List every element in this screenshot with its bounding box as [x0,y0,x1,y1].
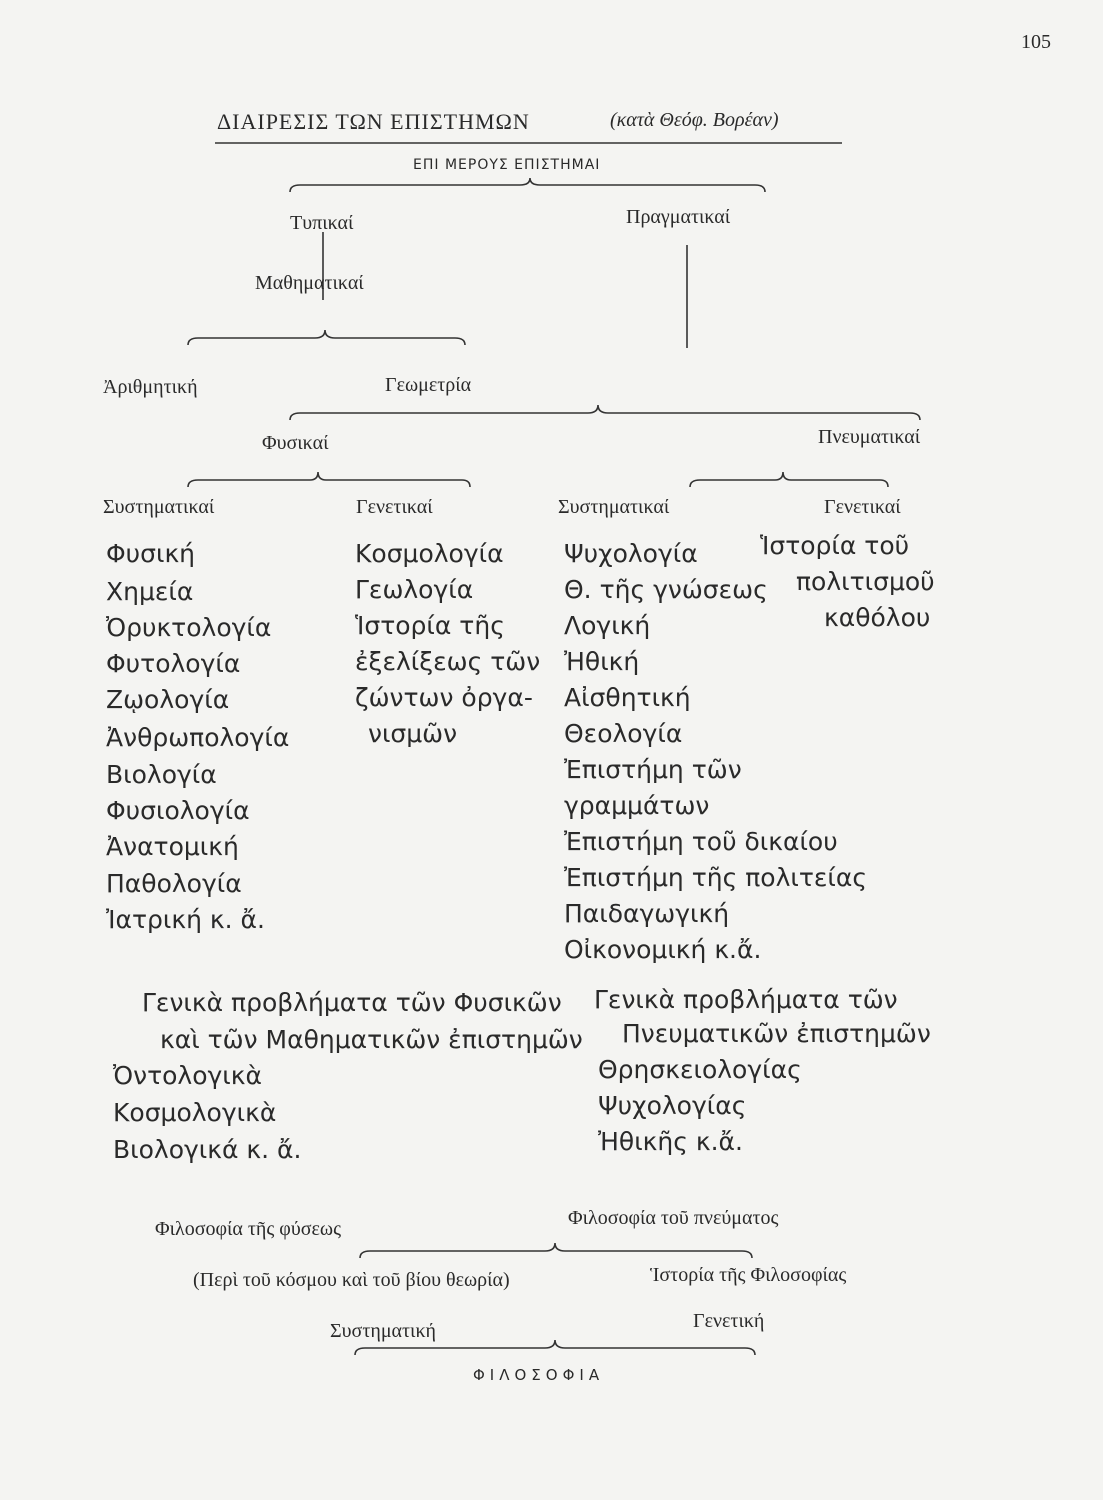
node-geometria: Γεωμετρία [385,374,472,396]
node-genetikai-left: Γενετικαί [356,496,433,518]
list-item: Ἐπιστήμη τοῦ δικαίου [564,827,838,856]
list-item: Χημεία [106,577,194,606]
list-item: πολιτισμοῦ [796,567,935,596]
list-item: Κοσμολογικὰ [113,1098,277,1127]
philosophy-nature: Φιλοσοφία τῆς φύσεως [155,1218,342,1240]
list-item: Ἀνατομική [106,832,239,861]
node-pnevmatikai: Πνευματικαί [818,426,921,448]
list-item: Θρησκειολογίας [598,1055,802,1084]
list-item: Γεωλογία [355,575,474,604]
general-right-heading-2: Πνευματικῶν ἐπιστημῶν [622,1019,931,1048]
list-item: Ὀντολογικὰ [113,1061,262,1090]
general-left-heading-2: καὶ τῶν Μαθηματικῶν ἐπιστημῶν [160,1025,583,1054]
list-item: Ἐπιστήμη τῆς πολιτείας [564,863,868,892]
list-item: γραμμάτων [564,791,710,820]
list-item: Παιδαγωγική [564,899,730,928]
node-pragmatikai: Πραγματικαί [626,206,731,228]
list-item: νισμῶν [368,719,458,748]
list-item: Ἀνθρωπολογία [106,723,290,752]
list-item: Παθολογία [106,869,242,898]
page-number: 105 [1021,31,1051,53]
section-header: ΕΠΙ ΜΕΡΟΥΣ ΕΠΙΣΤΗΜΑΙ [413,157,601,173]
genetiki-label: Γενετική [693,1310,765,1332]
list-item: καθόλου [824,603,931,632]
list-item: Ζῳολογία [106,685,230,714]
list-item: Ἠθική [564,647,640,676]
list-item: Ψυχολογία [564,539,698,568]
title-attribution: (κατὰ Θεόφ. Βορέαν) [610,109,779,131]
list-item: Ἱστορία τοῦ [760,531,910,560]
list-item: Θ. τῆς γνώσεως [564,575,768,604]
list-item: Ὀρυκτολογία [106,613,272,642]
list-item: Ἐπιστήμη τῶν [564,755,742,784]
list-item: Φυσιολογία [106,796,250,825]
page-title: ΔΙΑΙΡΕΣΙΣ ΤΩΝ ΕΠΙΣΤΗΜΩΝ [217,109,530,134]
list-item: Αἰσθητική [564,683,691,712]
node-mathimatikai: Μαθηματικαί [255,272,364,294]
node-genetikai-right: Γενετικαί [824,496,901,518]
list-item: Οἰκονομική κ.ἄ. [564,935,762,964]
list-item: Ἠθικῆς κ.ἄ. [598,1127,743,1156]
list-item: Λογική [564,611,651,640]
node-systimatikai-left: Συστηματικαί [103,496,215,518]
node-arithmitiki: Ἀριθμητική [103,376,198,398]
list-item: ἐξελίξεως τῶν [355,647,541,676]
list-item: Ἰατρική κ. ἄ. [106,905,265,934]
systematiki-label: Συστηματική [330,1320,436,1342]
node-fysikai: Φυσικαί [262,432,329,454]
list-item: Φυσική [106,539,196,568]
list-item: Ἱστορία τῆς [355,611,505,640]
node-systimatikai-right: Συστηματικαί [558,496,670,518]
general-right-heading-1: Γενικὰ προβλήματα τῶν [594,985,898,1014]
theory-label: (Περὶ τοῦ κόσμου καὶ τοῦ βίου θεωρία) [193,1269,510,1291]
list-item: Φυτολογία [106,649,241,678]
list-item: Βιολογικά κ. ἄ. [113,1135,302,1164]
history-philosophy: Ἱστορία τῆς Φιλοσοφίας [650,1264,847,1286]
philosophia-label: ΦΙΛΟΣΟΦΙΑ [473,1366,605,1384]
list-item: Θεολογία [564,719,683,748]
general-left-heading-1: Γενικὰ προβλήματα τῶν Φυσικῶν [142,988,562,1017]
list-item: ζώντων ὀργα- [355,683,533,712]
list-item: Βιολογία [106,760,217,789]
node-typikai: Τυπικαί [290,212,354,234]
list-item: Ψυχολογίας [598,1091,747,1120]
list-item: Κοσμολογία [355,539,504,568]
philosophy-spirit: Φιλοσοφία τοῦ πνεύματος [568,1207,779,1229]
